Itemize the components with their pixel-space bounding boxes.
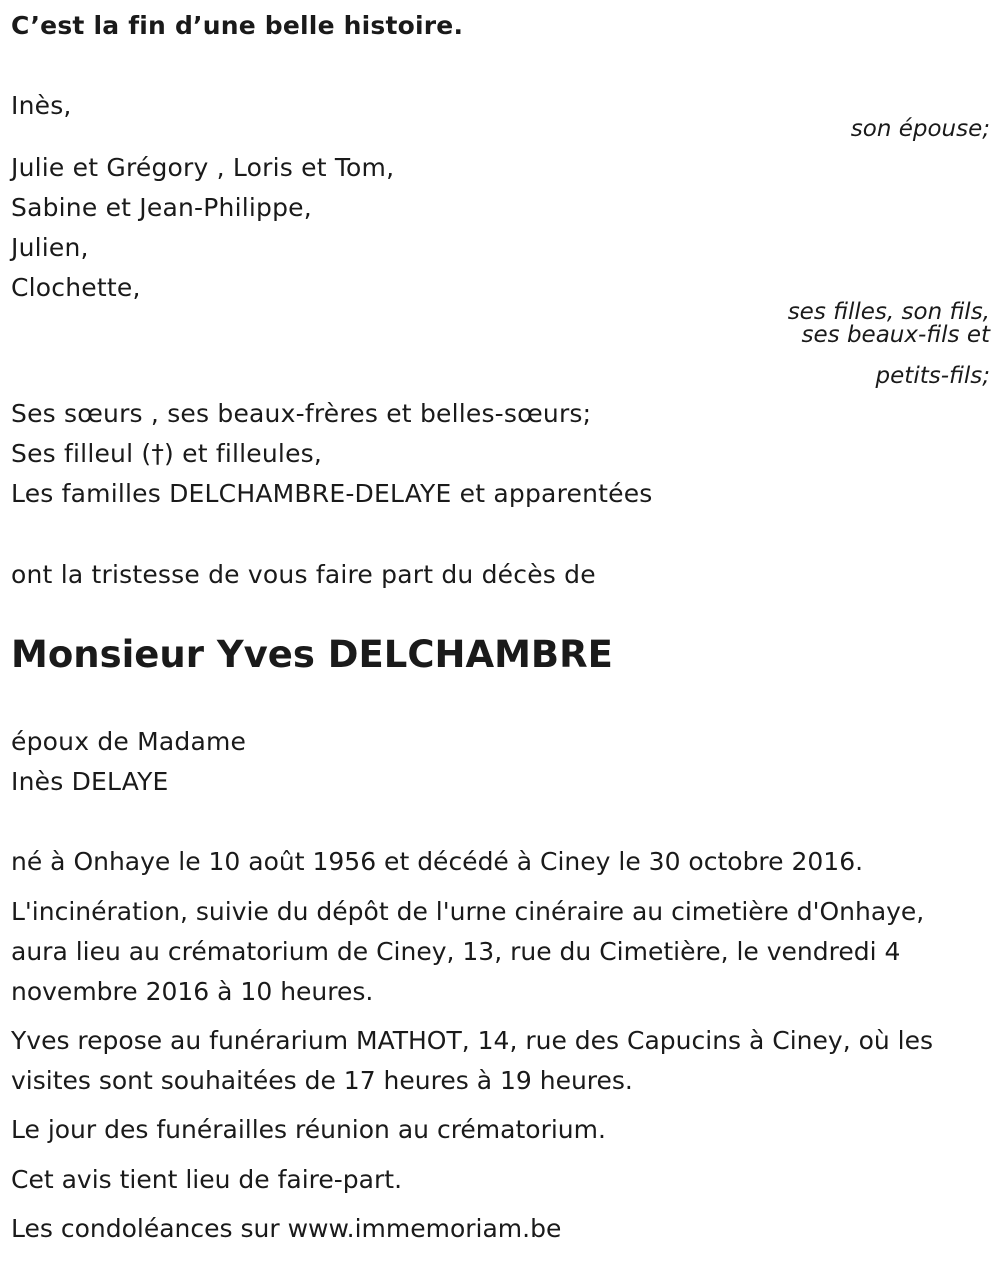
relatives-line: Les familles DELCHAMBRE-DELAYE et apparentées (11, 479, 653, 508)
other-relatives (11, 394, 989, 514)
relatives-line: Ses filleul (†) et filleules, (11, 439, 323, 468)
cremation-line: L'incinération, suivie du dépôt de l'urne cinéraire au cimetière d'Onhaye, (11, 897, 925, 926)
funeral-day-paragraph (11, 1110, 992, 1150)
wife-name-block (11, 86, 989, 126)
children-relation-line: ses filles, son fils, (787, 299, 990, 325)
visitation-line: Yves repose au funérarium MATHOT, 14, rue des Capucins à Ciney, où les (11, 1026, 934, 1055)
visitation-paragraph (11, 1021, 992, 1101)
spouse-line: Inès DELAYE (11, 767, 169, 796)
children-list (11, 148, 989, 308)
children-relation-line: petits-fils; (875, 363, 990, 389)
condolences-text: Les condoléances sur www.immemoriam.be (11, 1214, 562, 1243)
wife-relation: son épouse; (850, 116, 990, 142)
relatives-line: Ses sœurs , ses beaux-frères et belles-sœurs; (11, 399, 592, 428)
spouse-line: époux de Madame (11, 727, 247, 756)
children-line: Sabine et Jean-Philippe, (11, 193, 312, 222)
visitation-line: visites sont souhaitées de 17 heures à 19 heures. (11, 1066, 633, 1095)
announcement-block (11, 555, 989, 595)
notice-text: Cet avis tient lieu de faire-part. (11, 1165, 403, 1194)
birth-death-paragraph (11, 842, 992, 882)
cremation-paragraph (11, 892, 992, 1012)
spouse-block (11, 722, 989, 802)
deceased-name: Monsieur Yves DELCHAMBRE (11, 633, 613, 676)
wife-name: Inès, (11, 91, 72, 120)
children-line: Julien, (11, 233, 89, 262)
headline (11, 6, 989, 46)
condolences-paragraph (11, 1209, 992, 1249)
children-line: Clochette, (11, 273, 141, 302)
birth-death-text: né à Onhaye le 10 août 1956 et décédé à Ciney le 30 octobre 2016. (11, 847, 864, 876)
children-line: Julie et Grégory , Loris et Tom, (11, 153, 395, 182)
funeral-day-text: Le jour des funérailles réunion au crématorium. (11, 1115, 606, 1144)
headline-text: C’est la fin d’une belle histoire. (11, 11, 464, 40)
announcement-text: ont la tristesse de vous faire part du décès de (11, 560, 596, 589)
notice-paragraph (11, 1160, 992, 1200)
cremation-line: novembre 2016 à 10 heures. (11, 977, 374, 1006)
children-relation-line: ses beaux-fils et (801, 322, 990, 348)
cremation-line: aura lieu au crématorium de Ciney, 13, rue du Cimetière, le vendredi 4 (11, 937, 901, 966)
